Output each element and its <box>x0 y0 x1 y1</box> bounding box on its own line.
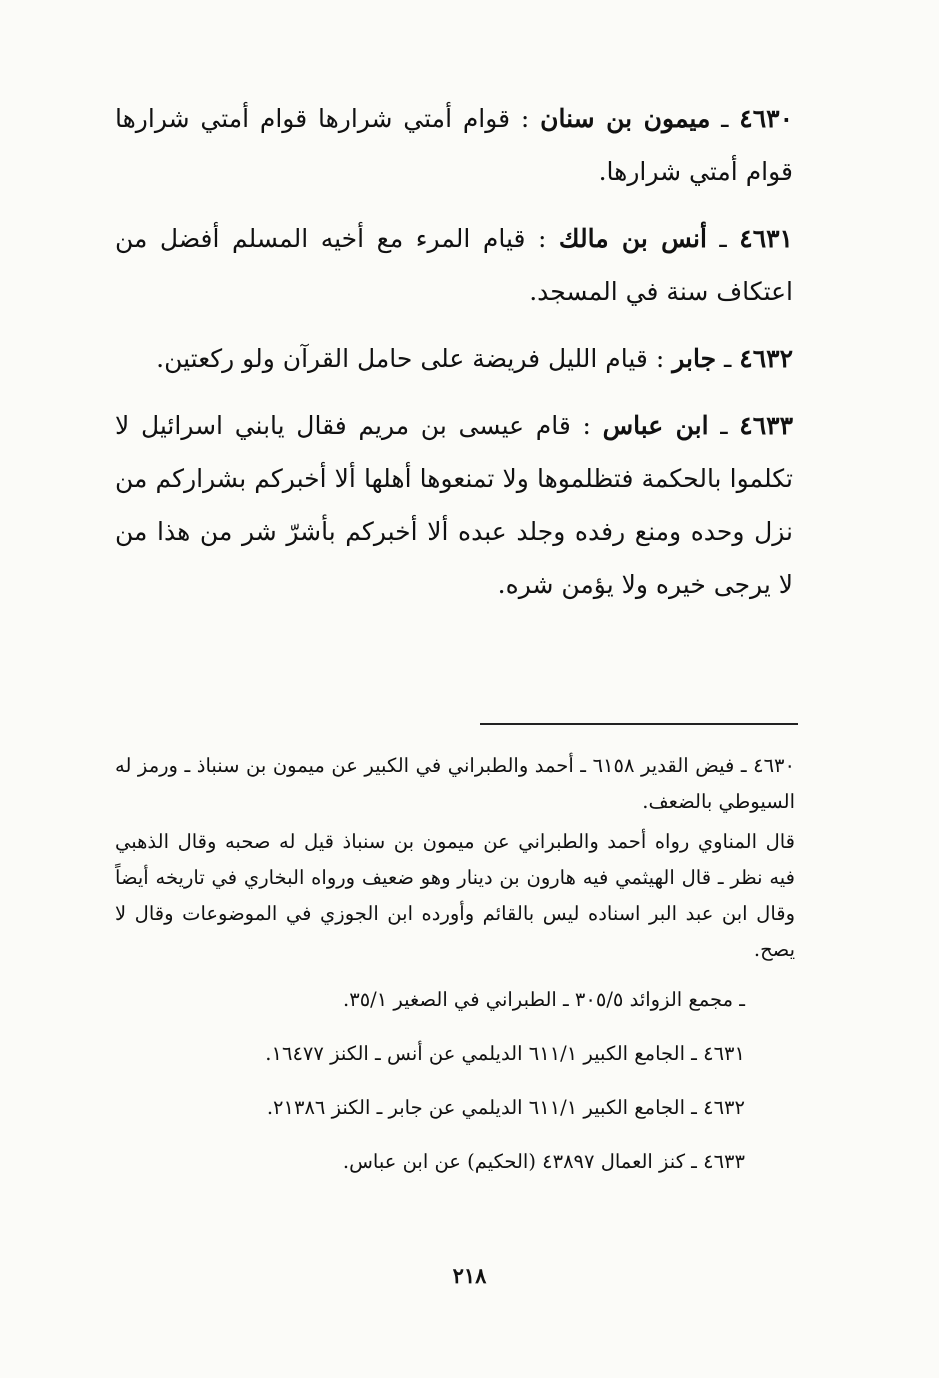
hadith-text: قام عيسى بن مريم فقال يابني اسرائيل لا تكلموا بالحكمة فتظلموها ولا تمنعوها أهلها ألا أخبركم بشراركم من نزل وحده ومنع رفده وجلد عبده ألا أخبركم بأشرّ شر من هذا من لا يرجى خيره ولا يؤمن شره. <box>115 411 793 599</box>
footnote-reference: ٤٦٣٣ ـ كنز العمال ٤٣٨٩٧ (الحكيم) عن ابن عباس. <box>342 1150 745 1173</box>
hadith-number: ٤٦٣٠ <box>739 104 793 133</box>
hadith-entry <box>115 212 793 318</box>
footnote-text: قال المناوي رواه أحمد والطبراني عن ميمون بن سنباذ قيل له صحبه وقال الذهبي فيه نظر ـ قال الهيثمي فيه هارون بن دينار وهو ضعيف ورواه البخاري في تاريخه أيضاً وقال ابن عبد البر اسناده ليس بالقائم وأورده ابن الجوزي في الموضوعات وقال لا يصح. <box>115 830 795 961</box>
hadith-number: ٤٦٣١ <box>739 224 793 253</box>
colon: : <box>525 224 547 253</box>
dash: ـ <box>708 411 728 440</box>
colon: : <box>647 344 665 373</box>
footnote-reference: ـ مجمع الزوائد ٣٠٥/٥ ـ الطبراني في الصغير ٣٥/١. <box>343 988 745 1011</box>
hadith-entry <box>115 92 793 198</box>
footnote-reference: ٤٦٣١ ـ الجامع الكبير ٦١١/١ الديلمي عن أنس ـ الكنز ١٦٤٧٧. <box>265 1042 745 1065</box>
hadith-entry <box>115 332 793 385</box>
hadith-narrator: أنس بن مالك <box>558 224 707 253</box>
hadith-number: ٤٦٣٢ <box>739 344 793 373</box>
dash: ـ <box>710 104 729 133</box>
colon: : <box>510 104 530 133</box>
dash: ـ <box>706 224 727 253</box>
hadith-list <box>115 92 793 625</box>
hadith-number: ٤٦٣٣ <box>739 411 793 440</box>
footnote-divider <box>480 723 798 725</box>
hadith-text: قوام أمتي شرارها قوام أمتي شرارها قوام أمتي شرارها. <box>115 104 793 186</box>
page-number: ٢١٨ <box>452 1263 487 1288</box>
footnote-text: ٤٦٣٠ ـ فيض القدير ٦١٥٨ ـ أحمد والطبراني في الكبير عن ميمون بن سنباذ ـ ورمز له السيوطي بالضعف. <box>115 754 795 813</box>
footnotes <box>115 748 795 1180</box>
hadith-narrator: ميمون بن سنان <box>540 104 711 133</box>
hadith-text: قيام المرء مع أخيه المسلم أفضل من اعتكاف سنة في المسجد. <box>115 224 793 306</box>
hadith-entry <box>115 399 793 611</box>
hadith-narrator: ابن عباس <box>602 411 709 440</box>
hadith-text: قيام الليل فريضة على حامل القرآن ولو ركعتين. <box>156 344 648 373</box>
hadith-narrator: جابر <box>672 344 717 373</box>
dash: ـ <box>716 344 732 373</box>
colon: : <box>570 411 591 440</box>
footnote-reference: ٤٦٣٢ ـ الجامع الكبير ٦١١/١ الديلمي عن جابر ـ الكنز ٢١٣٨٦. <box>266 1096 745 1119</box>
